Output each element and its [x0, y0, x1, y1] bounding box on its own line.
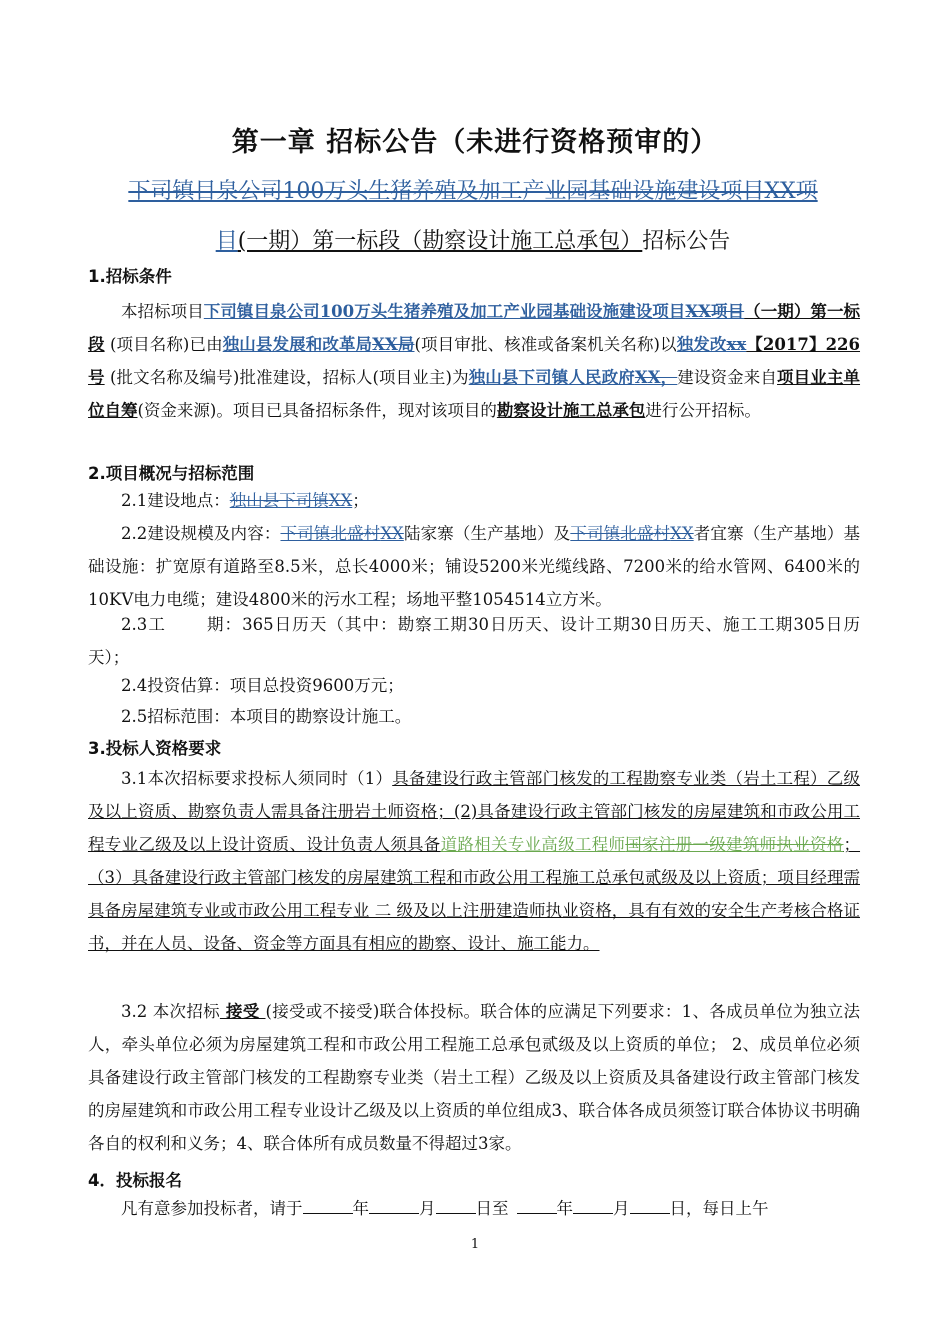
text-run: (接受或不接受)联合体投标。联合体的应满足下列要求：1、各成员单位为独立法人，牵头单位必须为房屋建筑工程和市政公用工程施工总承包贰级及以上资质的单位； 2、成员单位必须具备建设行政主管部门核发的工程勘察专业类（岩土工程）乙级及以上资质及具备建设行政主管部门核发的房屋建筑和市政公用工程专业设计乙级及以上资质的单位组成3、联合体各成员须签订联合体协议书明确各自的权利和义务；4、联合体所有成员数量不得超过3家。: [88, 1002, 860, 1153]
text-run: 3.2 本次招标: [121, 1002, 220, 1021]
tracked-deletion: XX局: [372, 335, 415, 354]
text-run: 日至: [475, 1199, 509, 1218]
project-name: 下司镇目泉公司100万头生猪养殖及加工产业园基础设施建设项目: [203, 302, 686, 321]
tracked-deletion: XX项目: [685, 302, 745, 321]
text-run: 月: [419, 1199, 436, 1218]
approval-doc-number: 【2017】226号: [88, 335, 861, 387]
tenderer-name: 独山县下司镇人民政府: [468, 368, 635, 387]
project-phase: （一期）第一标段: [88, 302, 861, 354]
consortium-paragraph: [88, 995, 860, 1160]
text-run: 凡有意参加投标者，请于: [121, 1199, 303, 1218]
approval-doc-prefix: 独发改: [676, 335, 727, 354]
qualification-text: ；（3）具备建设行政主管部门核发的房屋建筑工程和市政公用工程施工总承包贰级及以上资质；项目经理需具备房屋建筑专业或市政公用工程专业 二 级及以上注册建造师执业资格，具有有效的安全生产考核合格证书，并在人员、设备、资金等方面具有相应的勘察、设计、施工能力。: [88, 835, 861, 953]
year-blank: [517, 1195, 557, 1214]
fund-source: 项目业主单位自筹: [88, 368, 861, 420]
tracked-village-xx: XX: [670, 524, 694, 543]
tracked-location: 独山县下司镇: [229, 491, 329, 510]
tracked-deletion: XX，: [634, 368, 678, 387]
section-3-heading: 3.投标人资格要求: [88, 739, 222, 758]
qualification-text: 具备建设行政主管部门核发的工程勘察专业类（岩土工程）乙级及以上资质、勘察负责人需具备注册岩土师资格；(2)具备建设行政主管部门核发的房屋建筑和市政公用工程专业乙级及以上设计资质、设计负责人须具备: [88, 769, 860, 854]
month-blank: [573, 1195, 613, 1214]
construction-period-item: [88, 608, 860, 674]
chapter-title: 第一章 招标公告（未进行资格预审的）: [231, 127, 719, 158]
tracked-village-xx: XX: [380, 524, 404, 543]
day-blank: [436, 1195, 476, 1214]
section-1-paragraph: [88, 295, 860, 427]
subtitle-suffix: 招标公告: [642, 229, 731, 254]
inserted-qualification: 道路相关专业高级工程师: [440, 835, 626, 854]
text-run: ；: [352, 491, 369, 510]
text-run: 3.1本次招标要求投标人须同时（1）: [121, 769, 393, 788]
text-run: (项目审批、核准或备案机关名称)以: [414, 335, 677, 354]
text-run: (批文名称及编号)批准建设，招标人(项目业主)为: [104, 368, 469, 387]
tracked-village: 下司镇北盛村: [280, 524, 381, 543]
text-run: 本招标项目: [121, 302, 204, 321]
text-run: 2.2建设规模及内容：: [121, 524, 281, 543]
text-run: (资金来源)。项目已具备招标条件，现对该项目的: [137, 401, 497, 420]
text-run: 建设资金来自: [677, 368, 778, 387]
section-4-heading: 4．投标报名: [88, 1171, 182, 1190]
consortium-accepted: 接受: [219, 1002, 266, 1021]
tracked-location-xx: XX: [328, 491, 353, 510]
section-1-heading: 1.招标条件: [88, 267, 172, 286]
tracked-deletion: xx: [726, 335, 747, 354]
text-run: 进行公开招标。: [645, 401, 761, 420]
notice-subtitle-line2: [88, 220, 858, 264]
tracked-village: 下司镇北盛村: [570, 524, 671, 543]
project-name-tracked: 下司镇目泉公司100万头生猪养殖及加工产业园基础设施建设项目XX项: [128, 179, 818, 204]
notice-subtitle-line1: [88, 170, 858, 214]
text-run: 陆家寨（生产基地）及: [403, 524, 571, 543]
approval-agency: 独山县发展和改革局: [222, 335, 373, 354]
subtitle-phase: (一期）第一标段（勘察设计施工总承包）: [237, 229, 643, 254]
tender-scope-item: 2.5招标范围：本项目的勘察设计施工。: [121, 707, 412, 726]
deleted-qualification: 国家注册一级建筑师执业资格: [625, 835, 844, 854]
construction-scale-item: [88, 517, 860, 616]
text-run: 年: [556, 1199, 573, 1218]
registration-paragraph: [88, 1192, 860, 1225]
text-run: 月: [613, 1199, 630, 1218]
day-blank: [630, 1195, 670, 1214]
subtitle-tracked-char: 目: [215, 229, 238, 254]
tender-scope: 勘察设计施工总承包: [496, 401, 646, 420]
text-run: 日，每日上午: [669, 1199, 769, 1218]
text-run: 期：365日历天（其中：勘察工期30日历天、设计工期30日历天、施工工期305日历天）；: [88, 615, 860, 667]
page-number: 1: [470, 1237, 480, 1252]
text-run: 2.3工: [121, 615, 166, 634]
text-run: (项目名称)已由: [104, 335, 223, 354]
text-run: 2.1建设地点：: [121, 491, 230, 510]
construction-site-item: [88, 484, 860, 517]
investment-item: 2.4投资估算：项目总投资9600万元；: [121, 676, 404, 695]
qualification-paragraph: [88, 762, 860, 960]
month-blank: [369, 1195, 419, 1214]
year-blank: [303, 1195, 353, 1214]
section-2-heading: 2.项目概况与招标范围: [88, 464, 255, 483]
text-run: 年: [352, 1199, 369, 1218]
text-run: 者宜寨（生产基地）基础设施：扩宽原有道路至8.5米，总长4000米；铺设5200米光缆线路、7200米的给水管网、6400米的10KV电力电缆；建设4800米的污水工程；场地平整1054514立方米。: [88, 524, 861, 609]
